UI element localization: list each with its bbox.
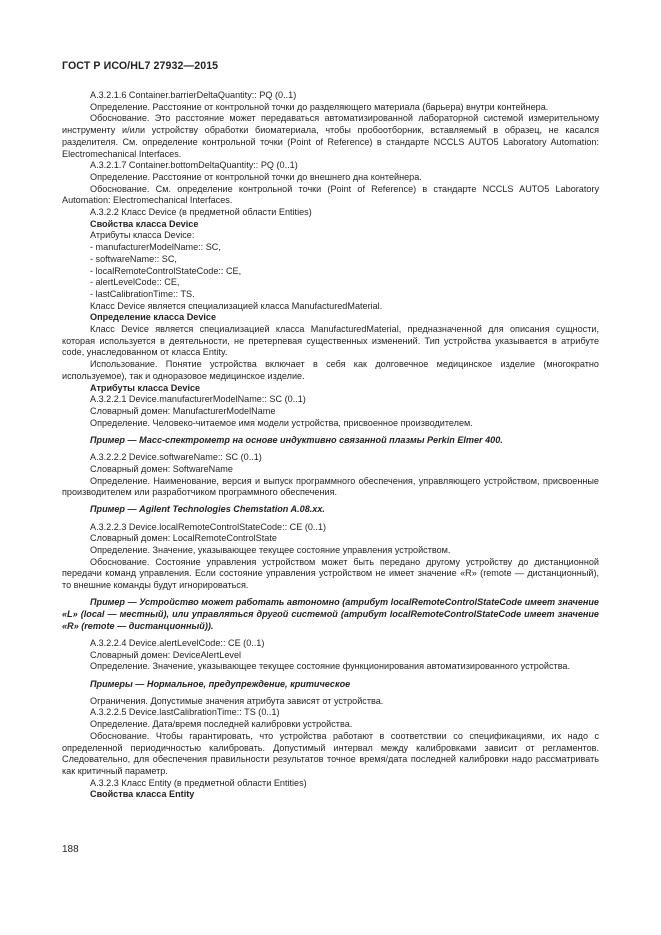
section-subheading: Свойства класса Entity (90, 789, 195, 800)
body-paragraph: Класс Device является специализацией класса ManufacturedMaterial, предназначенной для описания сущности, которая используется в деятельности, не претерпевая существенных изменений. Тип устройства указывается в атрибуте code, унаследованном от класса Entity. (62, 324, 599, 358)
clause-heading: A.3.2.2.1 Device.manufacturerModelName:: SC (0..1) (90, 394, 306, 405)
definition-paragraph: Определение. Дата/время последней калибровки устройства. (90, 719, 353, 730)
clause-heading: A.3.2.2.4 Device.alertLevelCode:: CE (0..1) (90, 637, 265, 648)
vocabulary-domain: Словарный домен: LocalRemoteControlState (90, 533, 277, 544)
section-subheading: Свойства класса Device (90, 218, 199, 229)
section-subheading: Определение класса Device (90, 312, 217, 323)
clause-heading: A.3.2.2.5 Device.lastCalibrationTime:: TS (0..1) (90, 707, 280, 718)
clause-heading: A.3.2.1.6 Container.barrierDeltaQuantity:: PQ (0..1) (90, 90, 297, 100)
attribute-list-item: - lastCalibrationTime:: TS. (90, 288, 195, 299)
rationale-paragraph: Обоснование. Это расстояние может передаваться автоматизированной лабораторной системой измерительному инструменту и/или устройству обработки биоматериала, чтобы пробоотборник, вставляемый в образец, не касался разделителя. См. определение контрольной точки (Point of Reference) в стандарте NCCLS AUTO5 Laboratory Automation: Electromechanical Interfaces. (62, 113, 599, 159)
usage-paragraph: Использование. Понятие устройства включает в себя как долговечное медицинское изделие (многократно используемое), так и одноразовое медицинское изделие. (62, 359, 599, 381)
clause-heading: A.3.2.2.3 Device.localRemoteControlStateCode:: CE (0..1) (90, 521, 327, 532)
rationale-paragraph: Обоснование. Чтобы гарантировать, что устройства работают в соответствии со спецификациями, их надо с определенной периодичностью калибровать. Допустимый интервал между калибровками зависит от регламентов. Следовательно, для обеспечения правильности результатов точное время/дата последней калибровки надо рассматривать как критичный параметр. (62, 730, 599, 776)
definition-paragraph: Определение. Наименование, версия и выпуск программного обеспечения, управляющего устройством, присвоенные производителем или разработчиком программного обеспечения. (62, 475, 599, 498)
constraints-paragraph: Ограничения. Допустимые значения атрибута зависят от устройства. (90, 695, 384, 706)
definition-paragraph: Определение. Расстояние от контрольной точки до внешнего дна контейнера. (90, 171, 422, 182)
document-header: ГОСТ Р ИСО/HL7 27932—2015 (62, 60, 219, 72)
example-note: Пример — Agilent Technologies Chemstation A.08.xx. (90, 504, 325, 515)
clause-heading: A.3.2.2.2 Device.softwareName:: SC (0..1) (90, 452, 262, 463)
attribute-list-item: - alertLevelCode:: CE, (90, 277, 180, 288)
vocabulary-domain: Словарный домен: ManufacturerModelName (90, 405, 276, 416)
body-paragraph: Класс Device является специализацией класса ManufacturedMaterial. (90, 300, 383, 311)
attributes-intro: Атрибуты класса Device: (90, 230, 195, 241)
example-note: Пример — Масс-спектрометр на основе индуктивно связанной плазмы Perkin Elmer 400. (90, 434, 503, 445)
section-subheading: Атрибуты класса Device (90, 382, 201, 393)
example-note: Пример — Устройство может работать автономно (атрибут localRemoteControlStateCode имеет значение «L» (local — местный), или управляться другой системой (атрибут localRemoteControlStateCode имеет значение «R» (remote — дистанционный)). (62, 597, 599, 631)
vocabulary-domain: Словарный домен: SoftwareName (90, 463, 233, 474)
clause-heading: A.3.2.3 Класс Entity (в предметной области Entities) (90, 777, 307, 788)
definition-paragraph: Определение. Значение, указывающее текущее состояние функционирования автоматизированного устройства. (90, 661, 571, 672)
definition-paragraph: Определение. Человеко-читаемое имя модели устройства, присвоенное производителем. (90, 417, 473, 428)
document-body (62, 90, 599, 801)
definition-paragraph: Определение. Расстояние от контрольной точки до разделяющего материала (барьера) внутри контейнера. (90, 101, 549, 112)
example-note: Примеры — Нормальное, предупреждение, критическое (90, 678, 351, 689)
page-number: 188 (62, 844, 79, 855)
attribute-list-item: - softwareName:: SC, (90, 253, 177, 264)
attribute-list-item: - manufacturerModelName:: SC, (90, 242, 221, 253)
rationale-paragraph: Обоснование. См. определение контрольной точки (Point of Reference) в стандарте NCCLS AUTO5 Laboratory Automation: Electromechanical Interfaces. (62, 183, 599, 206)
rationale-paragraph: Обоснование. Состояние управления устройством может быть передано другому устройству до дистанционной передачи команд управления. Если состояние управления устройством не имеет значение «R» (remote — дистанционный), то внешние команды будут игнорироваться. (62, 556, 599, 591)
vocabulary-domain: Словарный домен: DeviceAlertLevel (90, 649, 242, 660)
definition-paragraph: Определение. Значение, указывающее текущее состояние управления устройством. (90, 545, 451, 556)
clause-heading: A.3.2.2 Класс Device (в предметной области Entities) (90, 207, 312, 218)
attribute-list-item: - localRemoteControlStateCode:: CE, (90, 265, 242, 276)
clause-heading: A.3.2.1.7 Container.bottomDeltaQuantity:: PQ (0..1) (90, 160, 298, 171)
